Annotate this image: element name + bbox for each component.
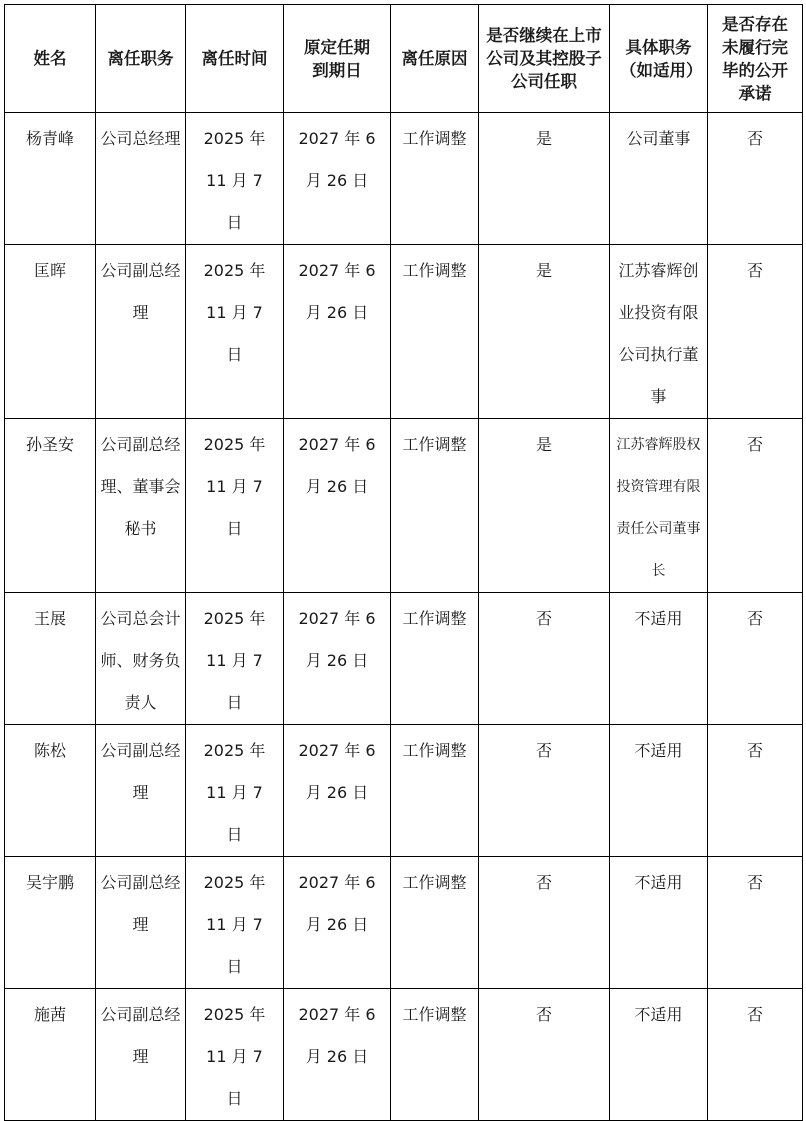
header-position: 离任职务 [96,5,186,113]
cell-leave-time [186,989,284,1121]
cell-reason: 工作调整 [391,725,479,857]
cell-specific [610,419,708,593]
cell-reason: 工作调整 [391,989,479,1121]
cell-specific [610,989,708,1121]
cell-term-end [284,419,391,593]
cell-continue: 是 [479,113,610,245]
cell-commitment: 否 [708,857,803,989]
cell-specific-text: 江苏睿辉股权投资管理有限责任公司董事长 [616,437,701,579]
cell-term-end [284,725,391,857]
cell-position-text: 公司副总经理、董事会秘书 [100,435,181,538]
cell-position [96,113,186,245]
cell-commitment: 否 [708,419,803,593]
cell-continue: 否 [479,989,610,1121]
cell-leave-time-text: 2025 年 11 月 7 日 [203,741,266,844]
cell-term-end [284,989,391,1121]
cell-term-end-text: 2027 年 6 月 26 日 [298,609,376,670]
cell-leave-time-text: 2025 年 11 月 7 日 [203,873,266,976]
cell-continue: 否 [479,725,610,857]
cell-specific-text: 不适用 [634,609,683,628]
cell-leave-time [186,593,284,725]
header-term-end [284,5,391,113]
cell-commitment: 否 [708,725,803,857]
cell-continue: 是 [479,419,610,593]
header-commitment [708,5,803,113]
cell-commitment: 否 [708,113,803,245]
header-continue: 是否继续在上市公司及其控股子公司任职 [479,5,610,113]
header-specific-text: 具体职务（如适用） [620,37,703,80]
cell-name: 陈松 [5,725,96,857]
table-row [5,245,803,419]
cell-reason: 工作调整 [391,113,479,245]
cell-continue: 否 [479,593,610,725]
cell-name: 杨青峰 [5,113,96,245]
cell-position [96,725,186,857]
cell-reason: 工作调整 [391,593,479,725]
cell-specific-text: 公司董事 [626,129,691,148]
cell-position-text: 公司副总经理 [100,873,181,934]
cell-position-text: 公司副总经理 [100,1005,181,1066]
cell-specific [610,593,708,725]
cell-specific [610,113,708,245]
cell-specific [610,245,708,419]
cell-position-text: 公司副总经理 [100,261,181,322]
cell-name: 孙圣安 [5,419,96,593]
cell-commitment: 否 [708,593,803,725]
cell-position-text: 公司总经理 [100,129,181,148]
table-header-row [5,5,803,113]
cell-position [96,857,186,989]
cell-commitment: 否 [708,989,803,1121]
cell-leave-time-text: 2025 年 11 月 7 日 [203,129,266,232]
header-commitment-text: 是否存在未履行完毕的公开承诺 [722,14,788,103]
cell-term-end [284,593,391,725]
cell-leave-time-text: 2025 年 11 月 7 日 [203,609,266,712]
cell-term-end-text: 2027 年 6 月 26 日 [298,873,376,934]
cell-name: 王展 [5,593,96,725]
cell-leave-time [186,419,284,593]
cell-name: 匡晖 [5,245,96,419]
cell-position [96,419,186,593]
cell-term-end [284,113,391,245]
cell-leave-time [186,725,284,857]
cell-position [96,593,186,725]
cell-leave-time-text: 2025 年 11 月 7 日 [203,435,266,538]
cell-commitment: 否 [708,245,803,419]
table-row [5,419,803,593]
cell-reason: 工作调整 [391,419,479,593]
cell-continue: 否 [479,857,610,989]
header-leave-time: 离任时间 [186,5,284,113]
cell-position [96,989,186,1121]
cell-continue: 是 [479,245,610,419]
cell-leave-time [186,245,284,419]
cell-term-end-text: 2027 年 6 月 26 日 [298,261,376,322]
table-row [5,593,803,725]
table-row [5,857,803,989]
table-row [5,113,803,245]
cell-reason: 工作调整 [391,857,479,989]
cell-name: 施茜 [5,989,96,1121]
cell-leave-time [186,113,284,245]
cell-leave-time-text: 2025 年 11 月 7 日 [203,261,266,364]
cell-term-end-text: 2027 年 6 月 26 日 [298,435,376,496]
cell-name: 吴宇鹏 [5,857,96,989]
cell-term-end-text: 2027 年 6 月 26 日 [298,741,376,802]
table-row [5,989,803,1121]
cell-term-end-text: 2027 年 6 月 26 日 [298,129,376,190]
resignation-table [4,4,803,1121]
cell-specific-text: 不适用 [634,1005,683,1024]
cell-position [96,245,186,419]
cell-specific [610,857,708,989]
cell-specific-text: 不适用 [634,741,683,760]
cell-specific [610,725,708,857]
header-name: 姓名 [5,5,96,113]
cell-term-end-text: 2027 年 6 月 26 日 [298,1005,376,1066]
cell-position-text: 公司总会计师、财务负责人 [100,609,181,712]
cell-leave-time-text: 2025 年 11 月 7 日 [203,1005,266,1108]
cell-specific-text: 不适用 [634,873,683,892]
cell-position-text: 公司副总经理 [100,741,181,802]
cell-leave-time [186,857,284,989]
cell-reason: 工作调整 [391,245,479,419]
table-row [5,725,803,857]
header-specific [610,5,708,113]
header-reason: 离任原因 [391,5,479,113]
cell-term-end [284,857,391,989]
header-term-end-text: 原定任期到期日 [304,37,370,80]
cell-term-end [284,245,391,419]
cell-specific-text: 江苏睿辉创业投资有限公司执行董事 [618,261,699,406]
